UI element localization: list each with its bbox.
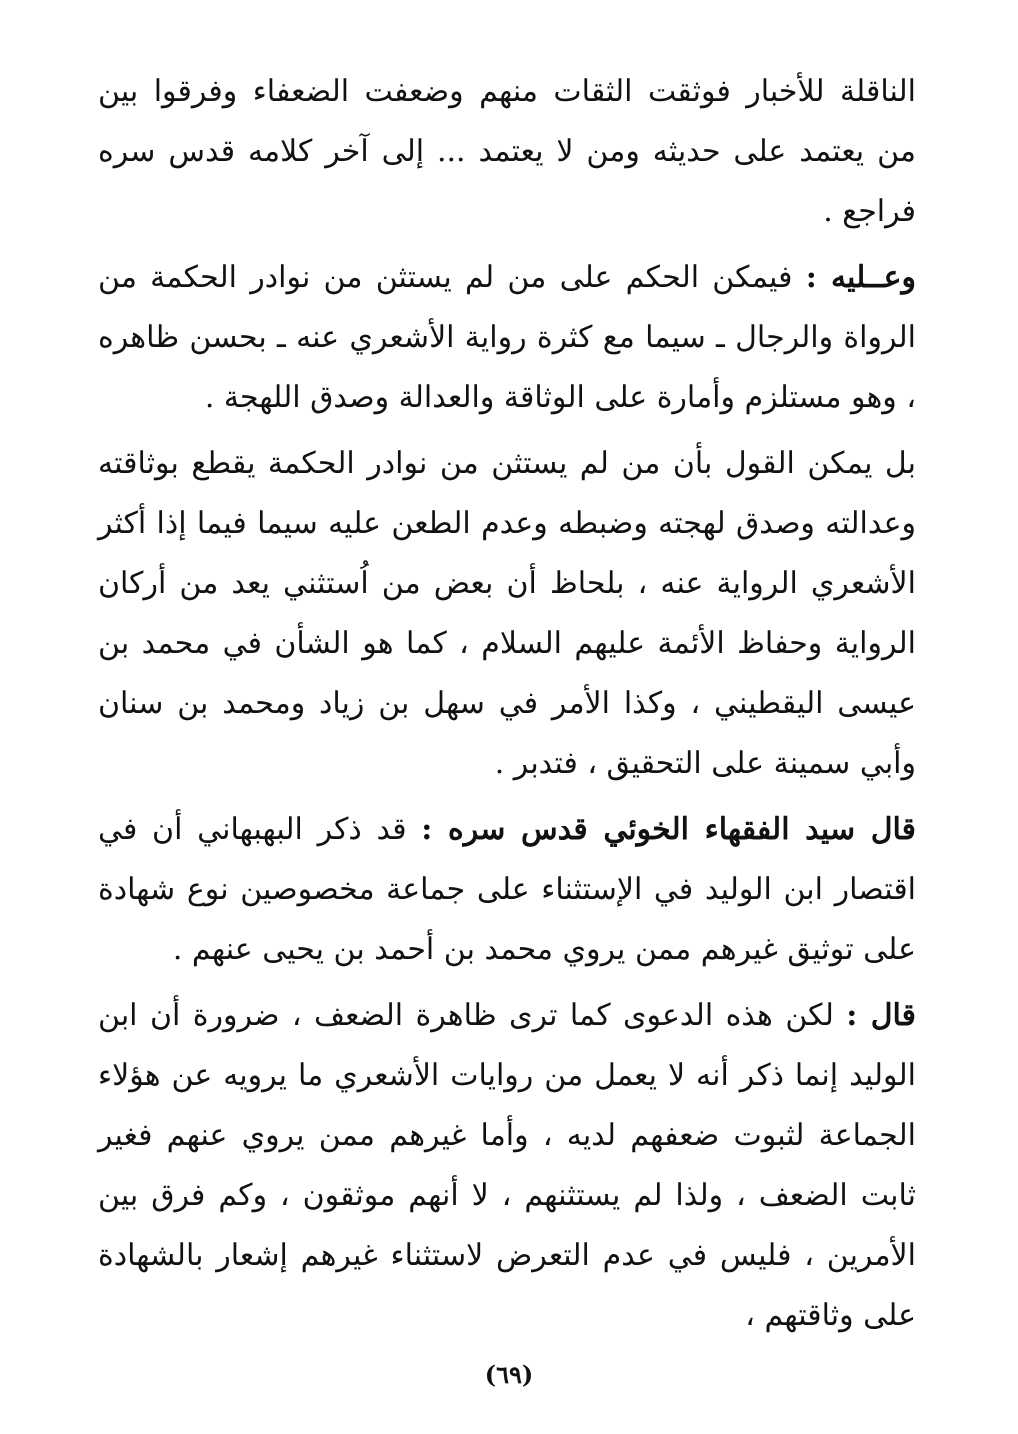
paragraph-1-text: الناقلة للأخبار فوثقت الثقات منهم وضعفت الضعفاء وفرقوا بين من يعتمد على حديثه ومن لا يعتمد ... إلى آخر كلامه قدس سره فراجع . bbox=[98, 74, 916, 229]
paragraph-1 bbox=[98, 62, 916, 242]
paragraph-4 bbox=[98, 800, 916, 980]
paragraph-4-lead: قال سيد الفقهاء الخوئي قدس سره : bbox=[421, 812, 916, 847]
paragraph-2-text: فيمكن الحكم على من لم يستثن من نوادر الحكمة من الرواة والرجال ـ سيما مع كثرة رواية الأشعري عنه ـ بحسن ظاهره ، وهو مستلزم وأمارة على الوثاقة والعدالة وصدق اللهجة . bbox=[98, 260, 916, 415]
paragraph-5-lead: قال : bbox=[846, 998, 916, 1033]
paragraph-2-lead: وعــليه : bbox=[805, 260, 916, 295]
paragraph-5-text: لكن هذه الدعوى كما ترى ظاهرة الضعف ، ضرورة أن ابن الوليد إنما ذكر أنه لا يعمل من روايات الأشعري ما يرويه عن هؤلاء الجماعة لثبوت ضعفهم لديه ، وأما غيرهم ممن يروي عنهم فغير ثابت الضعف ، ولذا لم يستثنهم ، لا أنهم موثقون ، وكم فرق بين الأمرين ، فليس في عدم التعرض لاستثناء غيرهم إشعار بالشهادة على وثاقتهم ، bbox=[98, 998, 916, 1333]
paragraph-5 bbox=[98, 986, 916, 1346]
page-number: (٦٩) bbox=[484, 1360, 534, 1389]
paragraph-3 bbox=[98, 434, 916, 794]
paragraph-2 bbox=[98, 248, 916, 428]
body-text bbox=[98, 62, 916, 1352]
paragraph-3-text: بل يمكن القول بأن من لم يستثن من نوادر الحكمة يقطع بوثاقته وعدالته وصدق لهجته وضبطه وعدم الطعن عليه سيما فيما إذا أكثر الأشعري الرواية عنه ، بلحاظ أن بعض من اُستثني يعد من أركان الرواية وحفاظ الأئمة عليهم السلام ، كما هو الشأن في محمد بن عيسى اليقطيني ، وكذا الأمر في سهل بن زياد ومحمد بن سنان وأبي سمينة على التحقيق ، فتدبر . bbox=[98, 446, 916, 781]
paragraph-4-text: قد ذكر البهبهاني أن في اقتصار ابن الوليد في الإستثناء على جماعة مخصوصين نوع شهادة على توثيق غيرهم ممن يروي محمد بن أحمد بن يحيى عنهم . bbox=[98, 812, 916, 967]
